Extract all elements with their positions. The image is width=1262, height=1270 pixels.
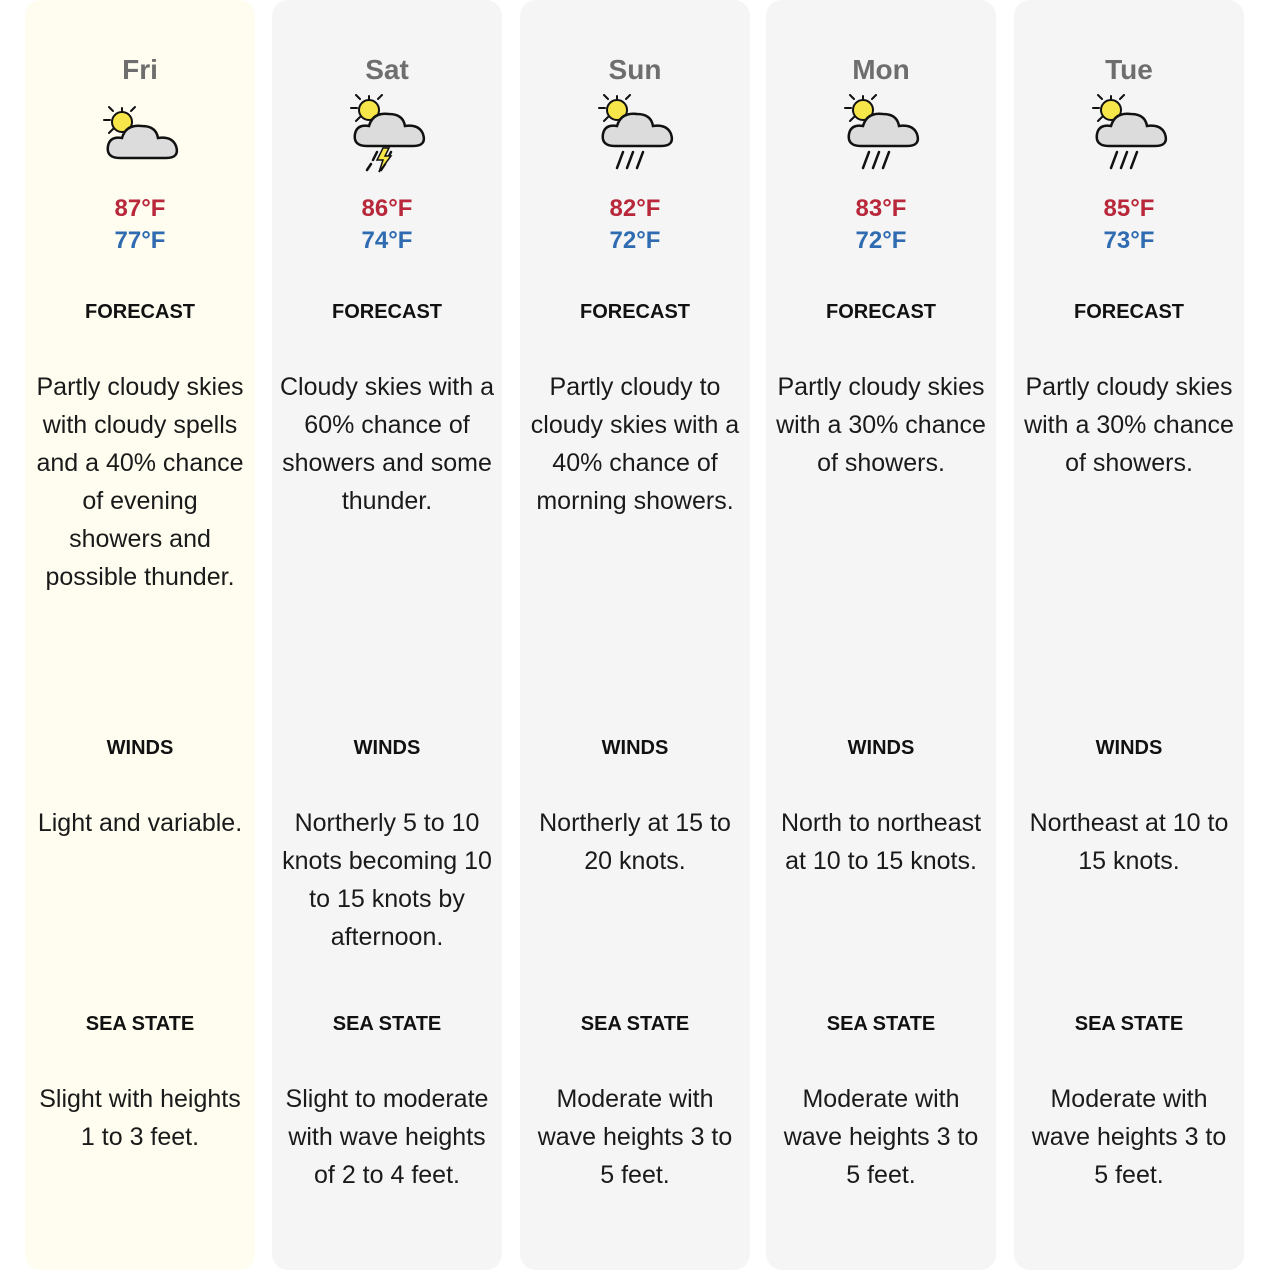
winds-heading: WINDS: [1095, 737, 1163, 759]
low-temp: 74°F: [361, 227, 413, 254]
high-temp: 86°F: [361, 195, 413, 222]
day-name: Mon: [852, 54, 910, 85]
sea-state-text: Moderate with wave heights 3 to 5 feet.: [1031, 1085, 1227, 1189]
sea-state-heading: SEA STATE: [580, 1013, 690, 1035]
forecast-text: Cloudy skies with a 60% chance of showers and some thunder.: [280, 373, 494, 515]
winds-text: Light and variable.: [37, 809, 243, 837]
sea-state-text: Slight with heights 1 to 3 feet.: [39, 1085, 241, 1151]
sea-state-text: Moderate with wave heights 3 to 5 feet.: [537, 1085, 733, 1189]
low-temp: 72°F: [609, 227, 661, 254]
day-card-fri: [25, 0, 255, 1270]
low-temp: 72°F: [855, 227, 907, 254]
partly-cloudy-icon: [100, 94, 184, 178]
high-temp: 82°F: [609, 195, 661, 222]
winds-text: Northerly at 15 to 20 knots.: [539, 809, 731, 875]
low-temp: 77°F: [114, 227, 166, 254]
winds-text: Northeast at 10 to 15 knots.: [1029, 809, 1229, 875]
low-temp: 73°F: [1103, 227, 1155, 254]
forecast-text: Partly cloudy skies with a 30% chance of showers.: [1024, 373, 1234, 477]
day-name: Sat: [365, 54, 409, 85]
winds-heading: WINDS: [106, 737, 174, 759]
showers-icon: [1089, 94, 1173, 178]
high-temp: 87°F: [114, 195, 166, 222]
forecast-text: Partly cloudy skies with a 30% chance of showers.: [776, 373, 986, 477]
showers-icon: [841, 94, 925, 178]
winds-heading: WINDS: [353, 737, 421, 759]
winds-text: Northerly 5 to 10 knots becoming 10 to 15 knots by afternoon.: [282, 809, 492, 951]
forecast-text: Partly cloudy to cloudy skies with a 40% chance of morning showers.: [530, 373, 740, 515]
winds-heading: WINDS: [847, 737, 915, 759]
day-card-sun: [520, 0, 750, 1270]
winds-text: North to northeast at 10 to 15 knots.: [780, 809, 982, 875]
day-name: Fri: [122, 54, 158, 85]
thunderstorm-icon: [347, 94, 431, 178]
day-card-sat: [272, 0, 502, 1270]
forecast-heading: FORECAST: [332, 301, 442, 323]
forecast-text: Partly cloudy skies with cloudy spells and a 40% chance of evening showers and possible thunder.: [36, 373, 244, 591]
sea-state-text: Moderate with wave heights 3 to 5 feet.: [783, 1085, 979, 1189]
forecast-heading: FORECAST: [826, 301, 936, 323]
sea-state-heading: SEA STATE: [1074, 1013, 1184, 1035]
day-name: Sun: [608, 54, 662, 85]
forecast-heading: FORECAST: [580, 301, 690, 323]
sea-state-heading: SEA STATE: [85, 1013, 195, 1035]
forecast-heading: FORECAST: [1074, 301, 1184, 323]
showers-icon: [595, 94, 679, 178]
high-temp: 83°F: [855, 195, 907, 222]
high-temp: 85°F: [1103, 195, 1155, 222]
sea-state-heading: SEA STATE: [332, 1013, 442, 1035]
sea-state-heading: SEA STATE: [826, 1013, 936, 1035]
sea-state-text: Slight to moderate with wave heights of 2 to 4 feet.: [285, 1085, 489, 1189]
day-card-mon: [766, 0, 996, 1270]
day-name: Tue: [1105, 54, 1153, 85]
day-card-tue: [1014, 0, 1244, 1270]
forecast-heading: FORECAST: [85, 301, 195, 323]
winds-heading: WINDS: [601, 737, 669, 759]
